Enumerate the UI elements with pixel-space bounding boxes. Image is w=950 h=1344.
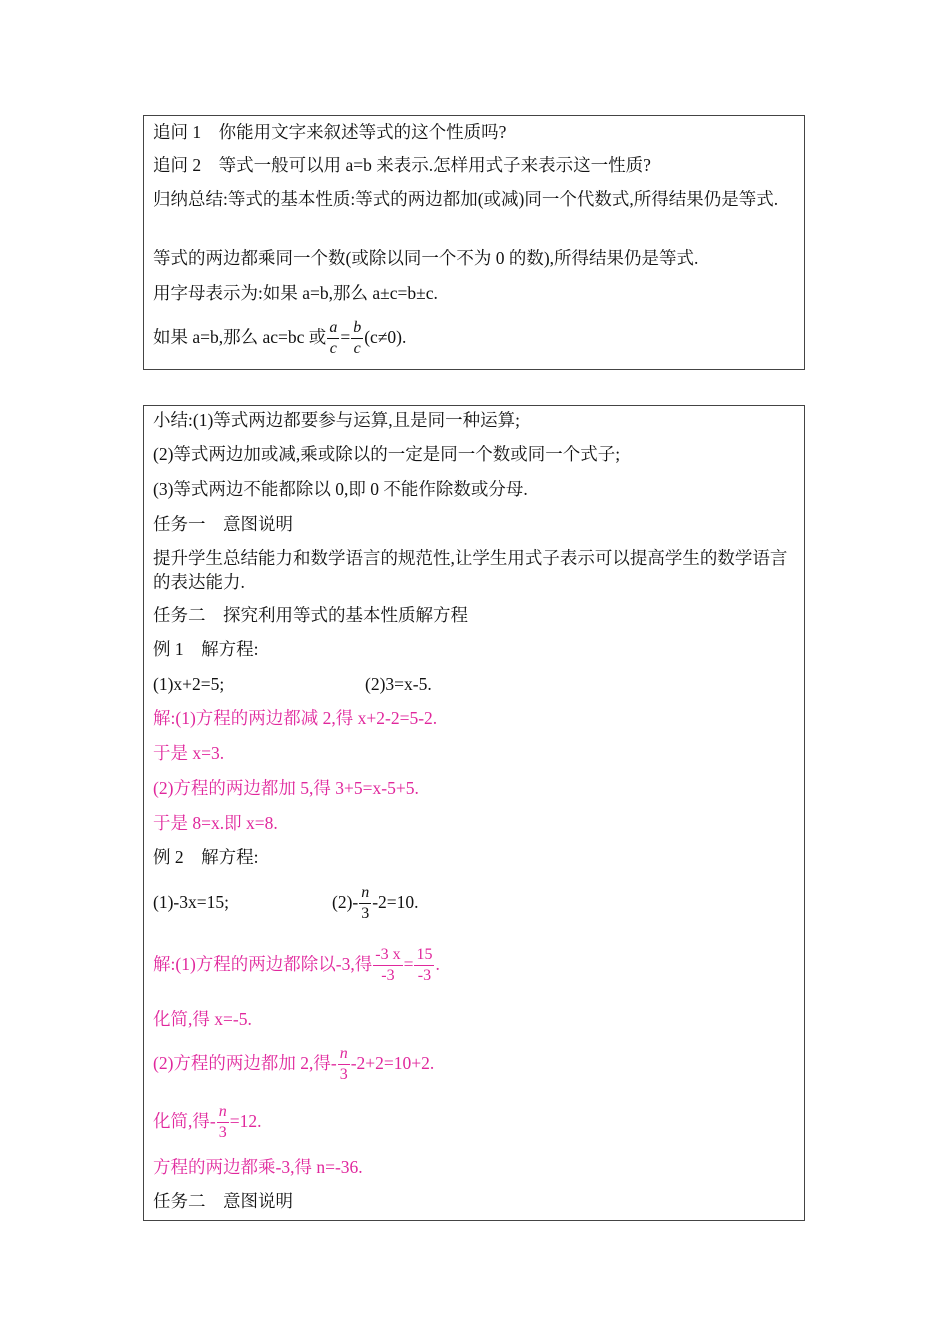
fraction-denominator: 3 [339, 1066, 348, 1084]
fraction-numerator: 15 [414, 947, 434, 966]
equals-sign: = [403, 954, 414, 974]
solution-suffix: =12. [229, 1111, 262, 1131]
fraction-denominator: -3 [381, 967, 395, 985]
formula-prefix: 如果 a=b,那么 ac=bc 或 [153, 327, 327, 347]
example-1-heading: 例 1 解方程: [153, 639, 259, 659]
fraction-n-over-3 [338, 1046, 350, 1083]
fraction-numerator: n [217, 1104, 229, 1123]
solution-1-line-1: 解:(1)方程的两边都减 2,得 x+2-2=5-2. [153, 708, 438, 728]
fraction-n-over-3 [217, 1104, 229, 1141]
fraction-denominator: c [353, 340, 361, 358]
fraction-numerator: a [327, 320, 339, 339]
solution-suffix: . [435, 954, 440, 974]
equals-sign: = [340, 327, 351, 347]
fraction-numerator: n [338, 1046, 350, 1065]
solution-2-line-5: 方程的两边都乘-3,得 n=-36. [153, 1157, 363, 1177]
example-1-problem-1: (1)x+2=5; [153, 674, 225, 694]
solution-prefix: 化简,得- [153, 1111, 216, 1131]
formula-suffix: (c≠0). [364, 327, 407, 347]
example-1-problem-2: (2)3=x-5. [365, 674, 432, 694]
fraction-numerator: n [359, 885, 371, 904]
solution-prefix: 解:(1)方程的两边都除以-3,得 [153, 954, 373, 974]
question-2: 追问 2 等式一般可以用 a=b 来表示.怎样用式子来表示这一性质? [153, 155, 651, 175]
properties-box [143, 115, 805, 370]
fraction-numerator: -3 x [373, 947, 402, 966]
letter-notation: 用字母表示为:如果 a=b,那么 a±c=b±c. [153, 283, 438, 303]
solution-1-line-4: 于是 8=x.即 x=8. [153, 813, 278, 833]
problem-suffix: -2=10. [372, 892, 419, 912]
fraction-denominator: 3 [218, 1124, 227, 1142]
summary-text: 归纳总结:等式的基本性质:等式的两边都加(或减)同一个代数式,所得结果仍是等式. [153, 189, 779, 209]
fraction-a-over-c [327, 320, 339, 357]
fraction-numerator: b [351, 320, 363, 339]
example-2-heading: 例 2 解方程: [153, 847, 259, 867]
solution-2-line-1 [153, 939, 795, 989]
task-1-heading: 任务一 意图说明 [153, 514, 293, 534]
solution-1-line-3: (2)方程的两边都加 5,得 3+5=x-5+5. [153, 778, 419, 798]
problem-prefix: (2)- [332, 892, 359, 912]
fraction-denominator: -3 [417, 967, 432, 985]
solution-2-line-3 [153, 1040, 795, 1086]
fraction-b-over-c [351, 320, 363, 357]
solution-2-line-4 [153, 1098, 795, 1144]
example-2-problems [153, 879, 795, 925]
task-2-intent-heading: 任务二 意图说明 [153, 1191, 293, 1211]
division-formula [153, 314, 795, 360]
summary-1: 小结:(1)等式两边都要参与运算,且是同一种运算; [153, 410, 521, 430]
summary-and-examples-box [143, 405, 805, 1221]
solution-2-line-2: 化简,得 x=-5. [153, 1009, 252, 1029]
task-2-heading: 任务二 探究利用等式的基本性质解方程 [153, 605, 468, 625]
multiplication-property: 等式的两边都乘同一个数(或除以同一个不为 0 的数),所得结果仍是等式. [153, 248, 699, 268]
task-1-text: 提升学生总结能力和数学语言的规范性,让学生用式子表示可以提高学生的数学语言的表达能力. [153, 548, 788, 592]
fraction-n-over-3 [359, 885, 371, 922]
summary-3: (3)等式两边不能都除以 0,即 0 不能作除数或分母. [153, 479, 528, 499]
solution-suffix: -2+2=10+2. [350, 1053, 435, 1073]
question-1: 追问 1 你能用文字来叙述等式的这个性质吗? [153, 122, 507, 142]
example-1-problems [153, 672, 795, 696]
fraction-15-over-minus-3 [414, 947, 434, 984]
fraction-denominator: c [329, 340, 337, 358]
summary-2: (2)等式两边加或减,乘或除以的一定是同一个数或同一个式子; [153, 444, 621, 464]
example-2-problem-1: (1)-3x=15; [153, 892, 229, 912]
solution-prefix: (2)方程的两边都加 2,得- [153, 1053, 337, 1073]
example-2-problem-2 [332, 879, 419, 925]
fraction-denominator: 3 [361, 905, 370, 923]
solution-1-line-2: 于是 x=3. [153, 743, 225, 763]
fraction-minus-3x-over-minus-3 [373, 947, 402, 984]
